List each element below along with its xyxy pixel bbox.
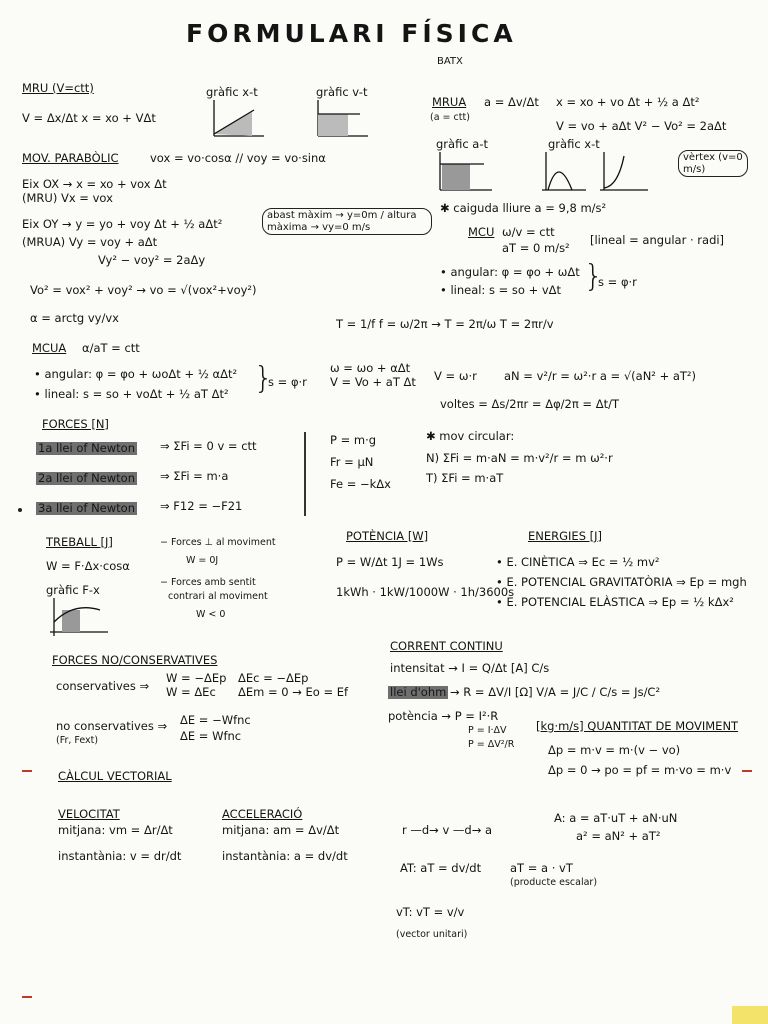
mcua-eq-5: V = ω·r [434,369,477,383]
newton-1-eq: ⇒ ΣFi = 0 v = ctt [160,439,257,453]
mcu-s: s = φ·r [598,275,637,289]
fcons-eq-3: ΔEc = −ΔEp [238,671,309,685]
newton-2-eq: ⇒ ΣFi = m·a [160,469,229,483]
treball-note-1: − Forces ⊥ al moviment [160,537,276,548]
mcu-eq-2: aT = 0 m/s² [502,241,570,255]
mov-parabolic-heading: MOV. PARABÒLIC [22,151,119,165]
page-title: FORMULARI FÍSICA [186,19,517,48]
treball-note-4: contrari al moviment [168,591,268,602]
mrua-definition: a = Δv/Δt [484,95,539,109]
treball-note-2: W = 0J [186,555,219,566]
mrua-eq-2: V = vo + aΔt V² − Vo² = 2aΔt [556,119,727,133]
potencia-eq-2: 1kWh · 1kW/1000W · 1h/3600s [336,585,515,599]
margin-mark-2 [22,770,32,772]
energies-heading: ENERGIES [J] [528,529,603,543]
mcua-eq-2: • lineal: s = so + voΔt + ½ aT Δt² [34,387,229,401]
margin-mark-1 [18,508,22,512]
vo-equation: Vo² = vox² + voy² → vo = √(vox²+voy²) [30,283,257,297]
eix-oy-1: Eix OY → y = yo + voy Δt + ½ aΔt² [22,217,223,231]
mru-heading: MRU (V=ctt) [22,81,94,95]
newton-1-label: 1a llei of Newton [38,441,135,455]
graph-xt-mrua [536,150,656,196]
fcons-eq-5: ΔE = −Wfnc [180,713,251,727]
graph-at-mrua [434,150,496,196]
fcons-conservatives-label: conservatives ⇒ [56,679,150,693]
eix-oy-3: Vy² − voy² = 2aΔy [98,253,206,267]
treball-heading: TREBALL [J] [46,535,113,549]
mcua-eq-6: aN = v²/r = ω²·r a = √(aN² + aT²) [504,369,697,383]
corner-sticky [732,1006,768,1024]
mcu-brace: } [584,259,604,294]
velocitat-mitjana: mitjana: vm = Δr/Δt [58,823,173,837]
corrent-ohm: → R = ΔV/I [Ω] V/A = J/C / C/s = Js/C² [450,685,661,699]
newton-3-label: 3a llei of Newton [38,501,135,515]
graph-fx-label: gràfic F-x [46,583,100,597]
newton-2-label: 2a llei of Newton [38,471,135,485]
mcua-subtitle: α/aT = ctt [82,341,140,355]
mov-parabolic-eq: vox = vo·cosα // voy = vo·sinα [150,151,326,165]
vectorial-heading: CÀLCUL VECTORIAL [58,769,172,783]
forces-heading: FORCES [N] [42,417,109,431]
fcons-eq-4: ΔEm = 0 → Eo = Ef [238,685,349,699]
corrent-potencia-2: P = I·ΔV [468,725,507,736]
mcu-heading: MCU [468,225,495,239]
velocitat-heading: VELOCITAT [58,807,120,821]
fcons-noconservatives-label: no conservatives ⇒ [56,719,168,733]
derivative-chain: r —d→ v —d→ a [402,823,493,837]
corrent-potencia-1: potència → P = I²·R [388,709,499,723]
at-equation-2: aT = a · vT [510,861,573,875]
mrua-subtitle: (a = ctt) [430,112,470,123]
mcu-eq-1: ω/v = ctt [502,225,555,239]
mov-circular-n: N) ΣFi = m·aN = m·v²/r = m ω²·r [426,451,613,465]
margin-mark-3 [22,996,32,998]
at-equation: AT: aT = dv/dt [400,861,482,875]
eix-oy-2: (MRUA) Vy = voy + aΔt [22,235,158,249]
forces-fregament: Fr = μN [330,455,374,469]
mcua-eq-1: • angular: φ = φo + ωoΔt + ½ αΔt² [34,367,238,381]
acceleracio-instantania: instantània: a = dv/dt [222,849,348,863]
mcu-lineal-note: [lineal = angular · radi] [590,233,725,247]
acceleracio-mitjana: mitjana: am = Δv/Δt [222,823,340,837]
abast-box: abast màxim → y=0m / altura màxima → vy=0 m/s [262,208,432,235]
treball-eq: W = F·Δx·cosα [46,559,130,573]
corrent-ohm-label: llei d'ohm [390,685,447,699]
graph-vt-mru [312,98,372,142]
corrent-potencia-3: P = ΔV²/R [468,739,515,750]
quantitat-heading: [kg·m/s] QUANTITAT DE MOVIMENT [536,719,739,733]
forces-divider [304,432,306,516]
mov-circular-label: ✱ mov circular: [426,429,515,443]
fcons-note: (Fr, Fext) [56,735,99,746]
corrent-intensitat: intensitat → I = Q/Δt [A] C/s [390,661,550,675]
graph-at-label: gràfic a-t [436,137,489,151]
acceleracio-heading: ACCELERACIÓ [222,807,303,821]
energies-elastica: • E. POTENCIAL ELÀSTICA ⇒ Ep = ½ kΔx² [496,595,734,609]
eix-ox-2: (MRU) Vx = vox [22,191,113,205]
vector-unitari: (vector unitari) [396,929,468,940]
voltes-equation: voltes = Δs/2πr = Δφ/2π = Δt/T [440,397,619,411]
treball-note-5: W < 0 [196,609,226,620]
mcu-eq-4: • lineal: s = so + vΔt [440,283,562,297]
graph-xt-label: gràfic x-t [206,85,258,99]
newton-3-eq: ⇒ F12 = −F21 [160,499,243,513]
alpha-equation: α = arctg vy/vx [30,311,119,325]
graph-vt-label: gràfic v-t [316,85,368,99]
vt-equation: vT: vT = v/v [396,905,465,919]
mcua-s: s = φ·r [268,375,307,389]
energies-gravitatoria: • E. POTENCIAL GRAVITATÒRIA ⇒ Ep = mgh [496,575,747,589]
forces-conservatives-heading: FORCES NO/CONSERVATIVES [52,653,218,667]
quantitat-eq-2: Δp = 0 → po = pf = m·vo = m·v [548,763,732,777]
mrua-eq-1: x = xo + vo Δt + ½ a Δt² [556,95,700,109]
a-decomposition-1: A: a = aT·uT + aN·uN [554,811,678,825]
producte-escalar: (producte escalar) [510,877,598,888]
mcu-eq-3: • angular: φ = φo + ωΔt [440,265,580,279]
mcua-heading: MCUA [32,341,67,355]
corrent-heading: CORRENT CONTINU [390,639,503,653]
potencia-heading: POTÈNCIA [W] [346,529,429,543]
mov-circular-t: T) ΣFi = m·aT [426,471,504,485]
fcons-eq-2: W = ΔEc [166,685,216,699]
energies-cinetica: • E. CINÈTICA ⇒ Ec = ½ mv² [496,555,660,569]
treball-note-3: − Forces amb sentit [160,577,256,588]
page-subtitle: BATX [437,56,463,67]
fcons-eq-1: W = −ΔEp [166,671,227,685]
vertex-box: vèrtex (v=0 m/s) [678,150,748,177]
velocitat-instantania: instantània: v = dr/dt [58,849,182,863]
graph-xt-mru [208,98,268,142]
graph-fx [44,596,114,642]
mcua-eq-4: V = Vo + aT Δt [330,375,416,389]
quantitat-eq-1: Δp = m·v = m·(v − vo) [548,743,681,757]
a-decomposition-2: a² = aN² + aT² [576,829,661,843]
graph-xt2-label: gràfic x-t [548,137,600,151]
caiguda-lliure: ✱ caiguda lliure a = 9,8 m/s² [440,201,607,215]
mru-equations: V = Δx/Δt x = xo + VΔt [22,111,156,125]
mcua-brace: } [254,361,274,396]
potencia-eq-1: P = W/Δt 1J = 1Ws [336,555,444,569]
forces-elastica: Fe = −kΔx [330,477,391,491]
eix-ox-1: Eix OX → x = xo + vox Δt [22,177,167,191]
fcons-eq-6: ΔE = Wfnc [180,729,242,743]
mcua-eq-3: ω = ωo + αΔt [330,361,411,375]
margin-mark-4 [742,770,752,772]
forces-pes: P = m·g [330,433,377,447]
mrua-heading: MRUA [432,95,467,109]
periode-equations: T = 1/f f = ω/2π → T = 2π/ω T = 2πr/v [336,317,554,331]
